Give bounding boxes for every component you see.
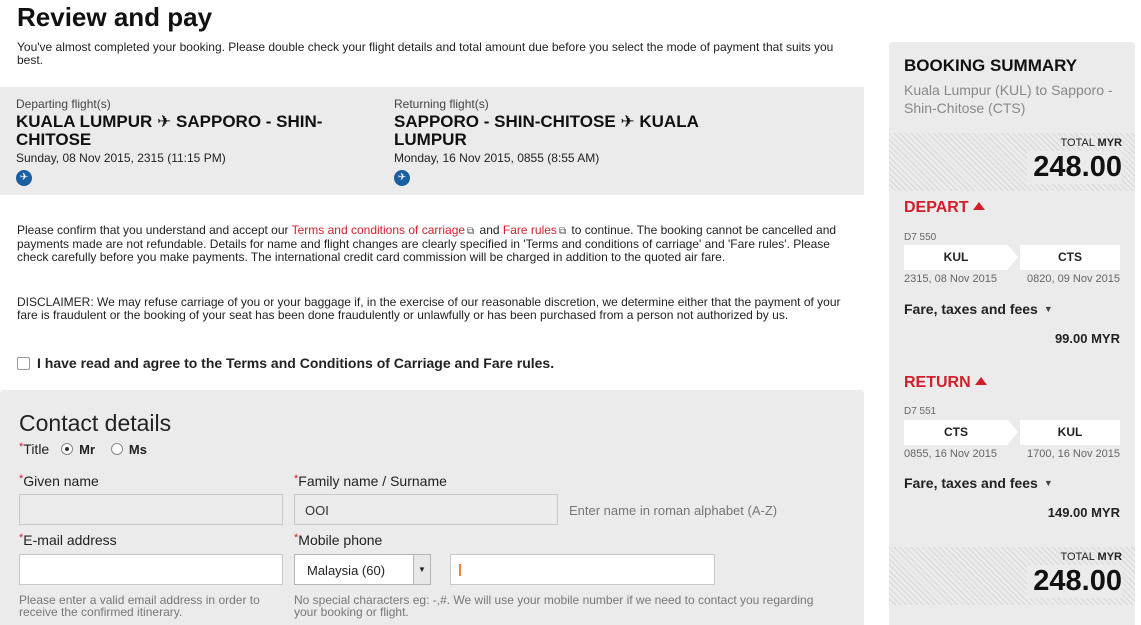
returning-flight [394, 97, 754, 186]
returning-from: SAPPORO - SHIN-CHITOSE [394, 112, 616, 131]
return-toggle[interactable] [904, 374, 987, 392]
mobile-phone-field[interactable] [450, 554, 715, 585]
return-dep-time: 0855, 16 Nov 2015 [904, 448, 997, 460]
text-cursor [459, 564, 461, 576]
agree-checkbox-row[interactable] [17, 355, 554, 371]
return-from: CTS [904, 420, 1008, 445]
title-ms-label: Ms [128, 442, 147, 457]
mobile-label-wrap [294, 532, 382, 548]
total-value: 248.00 [1027, 151, 1122, 184]
external-link-icon: ⧉ [558, 226, 567, 237]
depart-dep-time: 2315, 08 Nov 2015 [904, 273, 997, 285]
depart-from: KUL [904, 245, 1008, 270]
return-fare-label: Fare, taxes and fees [904, 475, 1038, 491]
required-marker: * [19, 532, 24, 544]
title-mr-radio[interactable] [61, 443, 73, 455]
returning-date: Monday, 16 Nov 2015, 0855 (8:55 AM) [394, 151, 600, 165]
title-mr-label: Mr [79, 442, 95, 457]
depart-arr-time: 0820, 09 Nov 2015 [1027, 273, 1120, 285]
booking-summary-panel [889, 42, 1135, 625]
total-value: 248.00 [1027, 565, 1122, 598]
email-hint: Please enter a valid email address in order to receive the confirmed itinerary. [19, 593, 260, 619]
title-field [19, 441, 159, 457]
required-marker: * [19, 473, 24, 485]
returning-route [394, 113, 754, 149]
email-label-wrap [19, 532, 117, 548]
returning-details-icon[interactable]: ✈ [394, 170, 410, 186]
departing-from: KUALA LUMPUR [16, 112, 153, 131]
disclaimer-text: DISCLAIMER: We may refuse carriage of you or your baggage if, in the exercise of our reasonable discretion, we determine either that the payment of your fare is fraudulent or the booking of your seat has been done fraudulently or unlawfully or has been purchased from a person not authorized by us. [17, 295, 841, 322]
fare-rules-link[interactable]: Fare rules [502, 223, 557, 237]
contact-heading: Contact details [19, 410, 172, 436]
given-name-label: Given name [23, 473, 99, 489]
name-hint: Enter name in roman alphabet (A-Z) [569, 503, 778, 518]
agree-checkbox[interactable] [17, 357, 30, 370]
terms-pre: Please confirm that you understand and accept our [17, 223, 289, 237]
terms-of-carriage-link[interactable]: Terms and conditions of carriage [291, 223, 466, 237]
given-name-field[interactable] [19, 494, 283, 525]
depart-fare-label: Fare, taxes and fees [904, 301, 1038, 317]
total-top [889, 133, 1135, 191]
triangle-up-icon [973, 202, 985, 210]
depart-fare-value: 99.00 MYR [1054, 331, 1120, 346]
summary-heading: BOOKING SUMMARY [904, 56, 1078, 75]
depart-label: DEPART [904, 199, 969, 216]
departing-route [16, 113, 336, 149]
departing-label: Departing flight(s) [16, 97, 111, 111]
intro-text: You've almost completed your booking. Please double check your flight details and total amount due before you select the mode of payment that suits you best. [17, 40, 834, 67]
contact-details-section [0, 390, 864, 625]
agree-label: I have read and agree to the Terms and Conditions of Carriage and Fare rules. [37, 355, 555, 371]
required-marker: * [294, 473, 299, 485]
return-segment [904, 420, 1120, 445]
required-marker: * [294, 532, 299, 544]
return-label: RETURN [904, 374, 971, 391]
depart-flight-no: D7 550 [904, 232, 937, 243]
return-flight-no: D7 551 [904, 406, 937, 417]
departing-details-icon[interactable]: ✈ [16, 170, 32, 186]
return-fare-value: 149.00 MYR [1047, 505, 1120, 520]
depart-segment [904, 245, 1120, 270]
family-name-label: Family name / Surname [298, 473, 447, 489]
return-to: KUL [1020, 420, 1120, 445]
depart-to: CTS [1020, 245, 1120, 270]
given-name-label-wrap [19, 473, 99, 489]
family-name-label-wrap [294, 473, 447, 489]
country-code-value: Malaysia (60) [307, 563, 386, 578]
terms-and: and [479, 223, 500, 237]
chevron-down-icon: ▼ [413, 555, 430, 584]
title-label: Title [23, 441, 50, 457]
mobile-label: Mobile phone [298, 532, 383, 548]
segment-arrow-icon [1008, 420, 1018, 444]
departing-to: SAPPORO - SHIN-CHITOSE [16, 112, 323, 149]
terms-text [17, 224, 847, 264]
chevron-down-icon: ▼ [1043, 478, 1053, 488]
departing-date: Sunday, 08 Nov 2015, 2315 (11:15 PM) [16, 151, 226, 165]
flights-overview [0, 87, 864, 195]
returning-label: Returning flight(s) [394, 97, 489, 111]
triangle-up-icon [975, 377, 987, 385]
total-label: TOTAL MYR [1060, 551, 1122, 563]
return-fare-toggle[interactable] [904, 475, 1053, 491]
plane-icon: ✈ [620, 112, 635, 131]
summary-route: Kuala Lumpur (KUL) to Sapporo - Shin-Chitose (CTS) [904, 82, 1113, 116]
total-bottom [889, 547, 1135, 605]
terms-post: to continue. The booking cannot be cancelled and payments made are not refundable. Details for name and flight changes are clearly specified in 'Terms and conditions of carriage' and 'Fare rules'. Please check carefully before you make payments. The international credit card commission will be charged in addition to the quoted air fare. [17, 223, 837, 264]
email-label: E-mail address [23, 532, 117, 548]
depart-toggle[interactable] [904, 199, 985, 217]
depart-fare-toggle[interactable] [904, 301, 1053, 317]
title-ms-radio[interactable] [111, 443, 123, 455]
departing-flight [16, 97, 336, 186]
returning-to: KUALA LUMPUR [394, 112, 699, 149]
required-marker: * [19, 441, 24, 453]
country-code-select[interactable] [294, 554, 431, 585]
email-field[interactable] [19, 554, 283, 585]
return-arr-time: 1700, 16 Nov 2015 [1027, 448, 1120, 460]
family-name-field[interactable]: OOI [294, 494, 558, 525]
chevron-down-icon: ▼ [1043, 304, 1053, 314]
total-label: TOTAL MYR [1060, 137, 1122, 149]
mobile-hint: No special characters eg: -,#. We will use your mobile number if we need to contact you regarding your booking or flight. [294, 593, 814, 619]
segment-arrow-icon [1008, 245, 1018, 269]
plane-icon: ✈ [157, 112, 172, 131]
page-title: Review and pay [17, 2, 213, 32]
external-link-icon: ⧉ [467, 226, 475, 237]
